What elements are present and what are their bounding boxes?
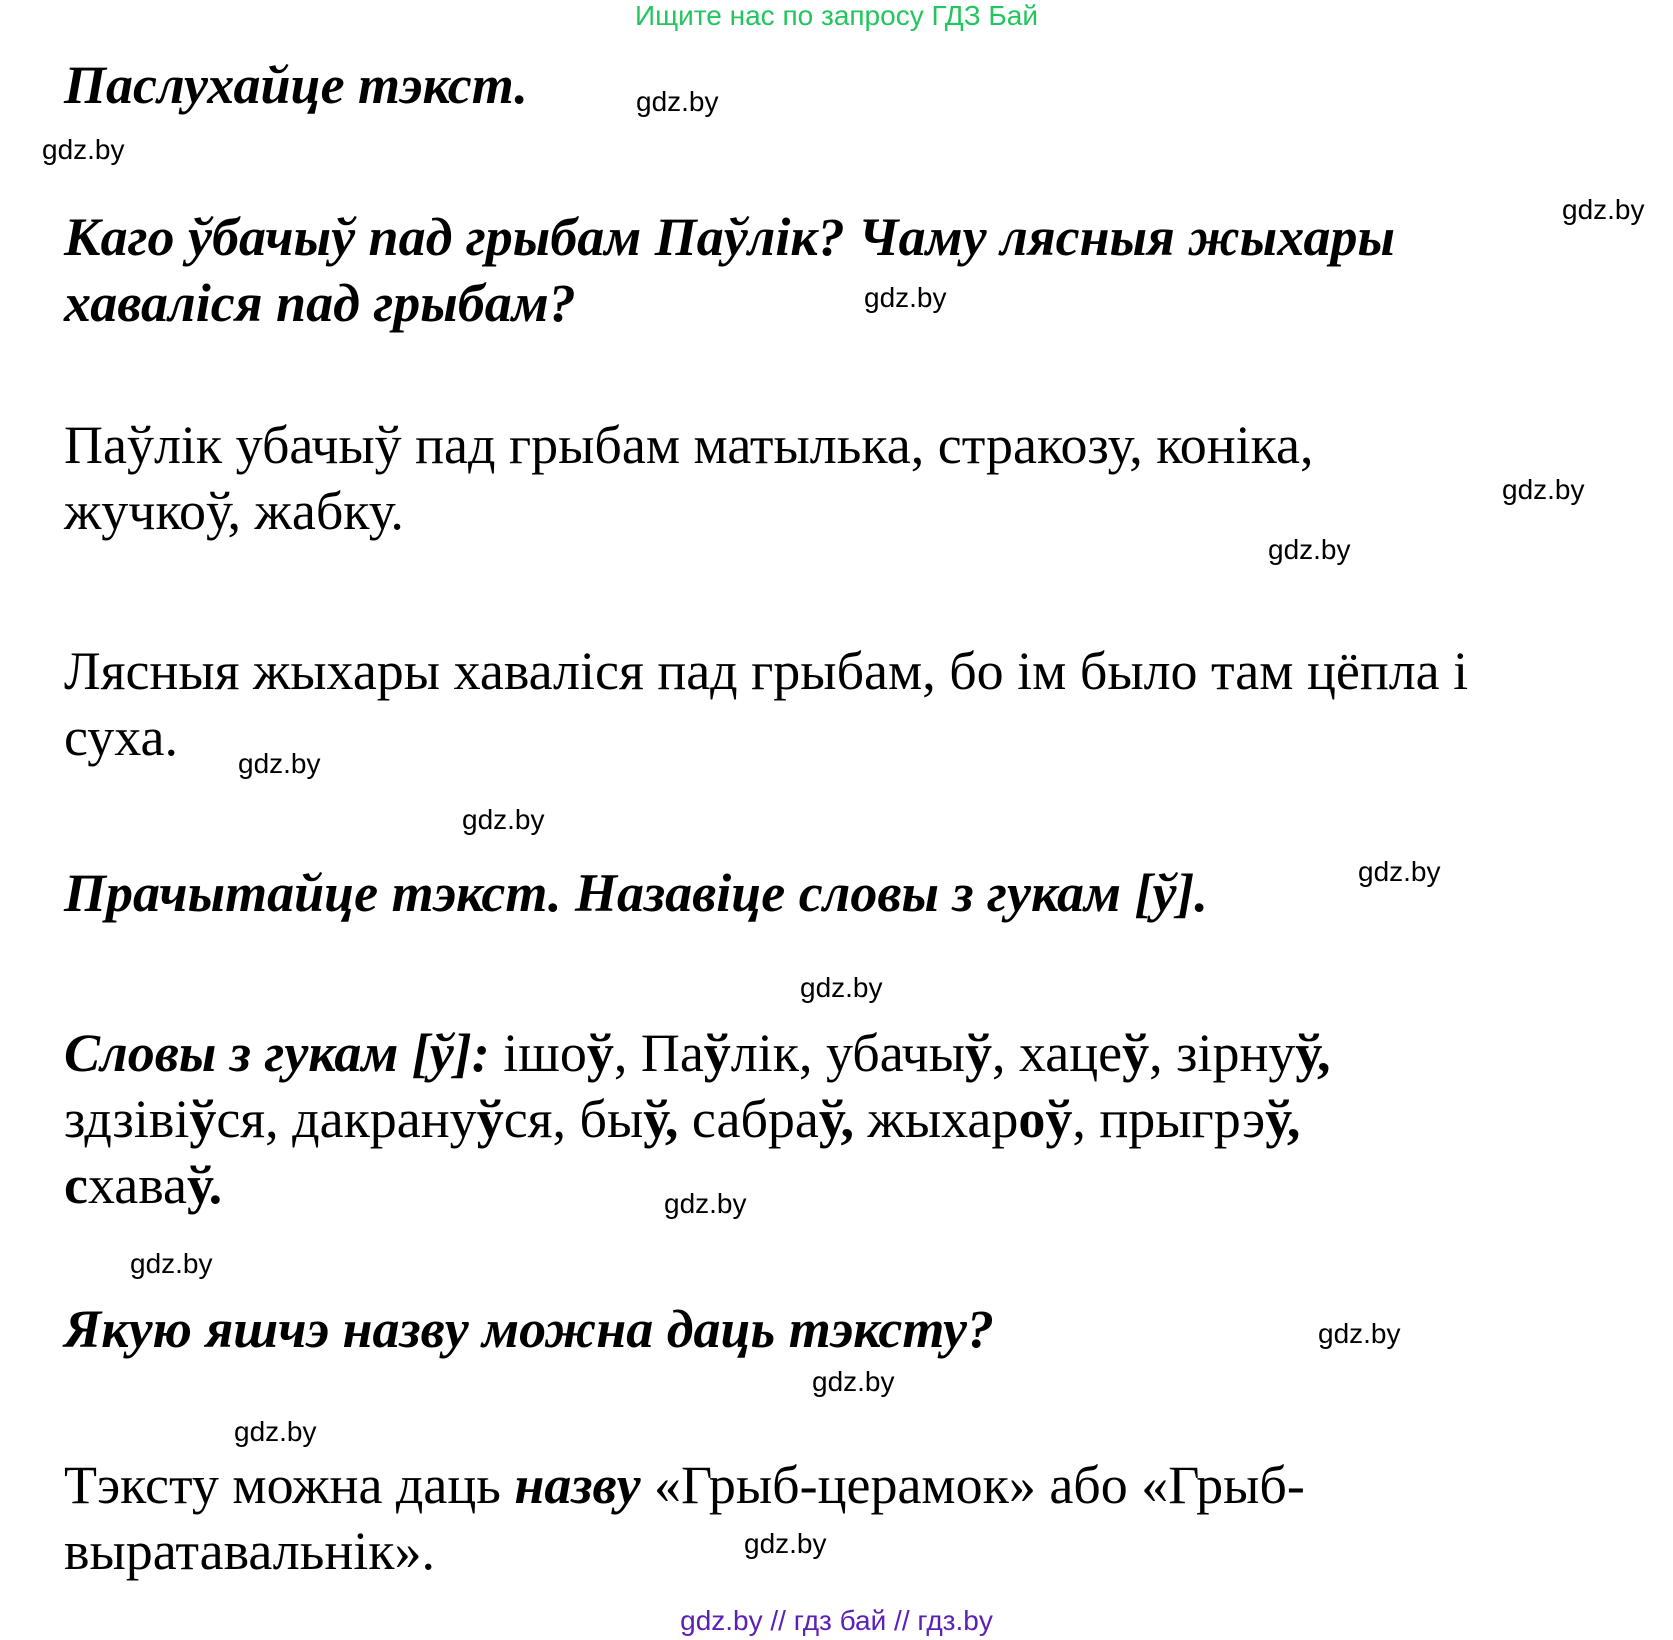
words-line-3 xyxy=(64,1152,222,1218)
watermark: gdz.by xyxy=(462,804,545,835)
watermark: gdz.by xyxy=(1358,856,1441,887)
words-line-1 xyxy=(64,1020,1330,1086)
answer-3-emphasis: назву xyxy=(514,1455,641,1515)
word-fragment: ся, дакрану xyxy=(216,1089,477,1149)
watermark: gdz.by xyxy=(42,134,125,165)
word-fragment: ішо xyxy=(489,1023,587,1083)
word-fragment-bold: ў. xyxy=(186,1155,223,1215)
watermark: gdz.by xyxy=(238,748,321,779)
heading-question-1-line-2: хаваліся пад грыбам? xyxy=(64,273,576,333)
watermark: gdz.by xyxy=(744,1528,827,1559)
answer-3-fragment: «Грыб-церамок» або «Грыб- xyxy=(640,1455,1305,1515)
word-fragment: хава xyxy=(87,1155,187,1215)
watermark: gdz.by xyxy=(812,1366,895,1397)
watermark: gdz.by xyxy=(130,1248,213,1279)
watermark: gdz.by xyxy=(1318,1318,1401,1349)
word-fragment-bold: ў xyxy=(1122,1023,1150,1083)
answer-1-line-2: жучкоў, жабку. xyxy=(64,481,404,541)
watermark: gdz.by xyxy=(1268,534,1351,565)
answer-3-line-2: выратавальнік». xyxy=(64,1521,436,1581)
word-fragment: , зірну xyxy=(1149,1023,1296,1083)
watermark: gdz.by xyxy=(664,1188,747,1219)
watermark: gdz.by xyxy=(636,86,719,117)
word-fragment-bold: ў, xyxy=(818,1089,855,1149)
heading-read-text: Прачытайце тэкст. Назавіце словы з гукам [ў]. xyxy=(64,863,1208,923)
word-fragment-bold: ў xyxy=(189,1089,217,1149)
word-fragment-bold: ў, xyxy=(643,1089,679,1149)
answer-3-fragment: Тэксту можна даць xyxy=(64,1455,515,1515)
word-fragment-bold: ў, xyxy=(1265,1089,1301,1149)
word-fragment-bold: ў xyxy=(476,1089,504,1149)
answer-2-line-1: Лясныя жыхары хаваліся пад грыбам, бо ім было там цёпла і xyxy=(64,641,1469,701)
word-fragment: , прыгрэ xyxy=(1072,1089,1266,1149)
word-fragment: сабра xyxy=(678,1089,819,1149)
word-fragment-bold: ў xyxy=(703,1023,731,1083)
word-fragment: , хаце xyxy=(992,1023,1123,1083)
watermark: gdz.by xyxy=(864,282,947,313)
heading-question-1-line-1: Каго ўбачыў пад грыбам Паўлік? Чаму лясныя жыхары xyxy=(64,207,1396,267)
watermark: gdz.by xyxy=(234,1416,317,1447)
word-fragment: здзіві xyxy=(64,1089,190,1149)
answer-1-line-1: Паўлік убачыў пад грыбам матылька, стракозу, коніка, xyxy=(64,415,1314,475)
answer-2-line-2: суха. xyxy=(64,707,179,767)
footer-links: gdz.by // гдз бай // гдз.by xyxy=(680,1605,993,1636)
word-fragment-bold: с xyxy=(64,1155,88,1215)
word-fragment: ся, бы xyxy=(503,1089,644,1149)
word-fragment: лік, убачы xyxy=(730,1023,965,1083)
word-fragment-bold: ў, xyxy=(1295,1023,1331,1083)
top-banner: Ищите нас по запросу ГДЗ Бай xyxy=(634,0,1039,31)
watermark: gdz.by xyxy=(1562,194,1645,225)
word-fragment-bold: оў xyxy=(1018,1089,1073,1149)
word-fragment-bold: ў xyxy=(586,1023,614,1083)
answer-3-line-1 xyxy=(64,1452,1305,1518)
watermark: gdz.by xyxy=(800,972,883,1003)
word-fragment: , Па xyxy=(613,1023,704,1083)
word-fragment-bold: ў xyxy=(965,1023,992,1083)
word-fragment: жыхар xyxy=(854,1089,1019,1149)
heading-title-question: Якую яшчэ назву можна даць тэксту? xyxy=(64,1299,995,1359)
heading-listen: Паслухайце тэкст. xyxy=(64,55,528,115)
watermark: gdz.by xyxy=(1502,474,1585,505)
words-line-2 xyxy=(64,1086,1300,1152)
words-label: Словы з гукам [ў]: xyxy=(64,1023,490,1083)
